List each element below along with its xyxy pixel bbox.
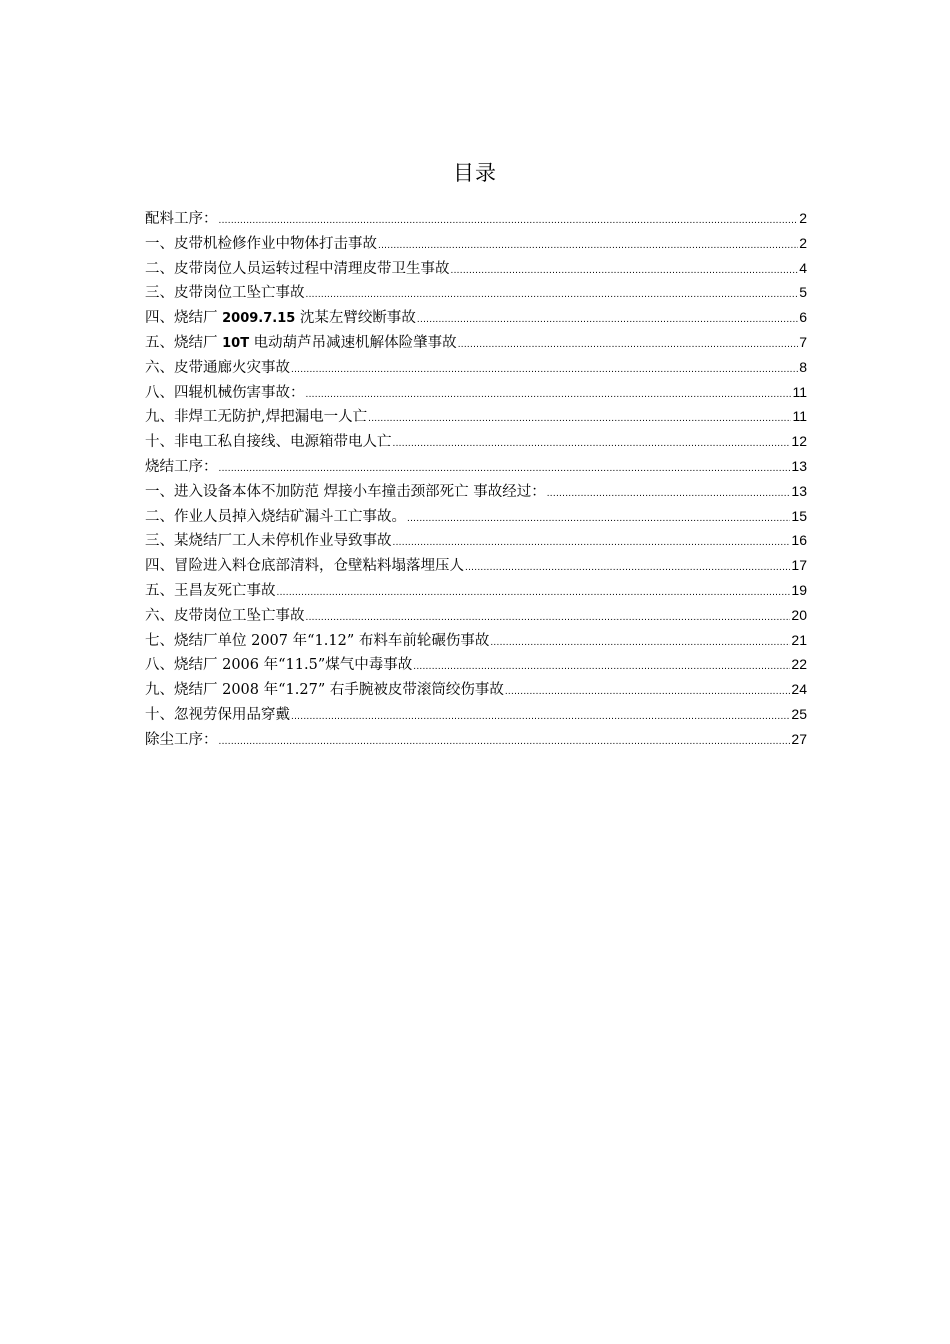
toc-dot-leader <box>413 655 790 677</box>
toc-entry[interactable] <box>145 280 807 305</box>
toc-entry[interactable] <box>145 727 807 752</box>
toc-entry-title: 四、烧结厂 2009.7.15 沈某左臂绞断事故 <box>145 310 416 327</box>
toc-page-number: 7 <box>799 333 807 350</box>
toc-page-number: 4 <box>799 259 807 276</box>
toc-dot-leader <box>219 209 799 231</box>
toc-dot-leader <box>417 308 798 330</box>
toc-entry[interactable] <box>145 652 807 677</box>
toc-dot-leader <box>465 556 790 578</box>
toc-entry-title: 除尘工序： <box>145 731 218 748</box>
toc-entry[interactable] <box>145 504 807 529</box>
toc-dot-leader <box>306 283 799 305</box>
toc-entry[interactable] <box>145 380 807 405</box>
toc-entry[interactable] <box>145 256 807 281</box>
toc-entry[interactable] <box>145 231 807 256</box>
toc-entry-title: 七、烧结厂单位 2007 年“1.12” 布料车前轮碾伤事故 <box>145 632 490 649</box>
toc-entry-title: 二、皮带岗位人员运转过程中清理皮带卫生事故 <box>145 260 450 277</box>
toc-entry-title: 二、作业人员掉入烧结矿漏斗工亡事故。 <box>145 508 406 525</box>
toc-dot-leader <box>368 407 791 429</box>
toc-dot-leader <box>407 507 790 529</box>
toc-entry[interactable] <box>145 479 807 504</box>
toc-page-number: 13 <box>791 482 807 499</box>
toc-entry[interactable] <box>145 206 807 231</box>
toc-page-number: 25 <box>791 705 807 722</box>
toc-dot-leader <box>378 234 798 256</box>
toc-entry-title: 十、忽视劳保用品穿戴 <box>145 706 290 723</box>
toc-entry-title: 一、进入设备本体不加防范 焊接小车撞击颈部死亡 事故经过： <box>145 483 546 500</box>
toc-dot-leader <box>490 631 790 653</box>
toc-page-number: 5 <box>799 284 807 301</box>
toc-dot-leader <box>306 606 791 628</box>
toc-entry[interactable] <box>145 628 807 653</box>
toc-page-number: 6 <box>799 309 807 326</box>
toc-entry-title: 八、烧结厂 2006 年“11.5”煤气中毒事故 <box>145 657 413 674</box>
toc-title: 目录 <box>453 161 497 185</box>
toc-page-number: 12 <box>791 433 807 450</box>
toc-dot-leader <box>291 705 790 727</box>
toc-entry-title: 三、某烧结厂工人未停机作业导致事故 <box>145 533 392 550</box>
toc-page-number: 19 <box>791 581 807 598</box>
toc-page-number: 11 <box>792 408 807 425</box>
toc-entry-title: 九、烧结厂 2008 年“1.27” 右手腕被皮带滚筒绞伤事故 <box>145 682 504 699</box>
toc-entry[interactable] <box>145 429 807 454</box>
toc-dot-leader <box>219 730 791 752</box>
toc-page-number: 2 <box>799 210 807 226</box>
toc-entry-title: 六、皮带岗位工坠亡事故 <box>145 607 305 624</box>
toc-dot-leader <box>277 581 791 603</box>
toc-entry[interactable] <box>145 454 807 479</box>
toc-entry-title: 六、皮带通廊火灾事故 <box>145 359 290 376</box>
toc-page-number: 16 <box>791 532 807 549</box>
toc-entry-title: 十、非电工私自接线、电源箱带电人亡 <box>145 434 392 451</box>
toc-entry[interactable] <box>145 603 807 628</box>
toc-dot-leader <box>505 680 791 702</box>
toc-page-number: 13 <box>791 457 807 474</box>
toc-entry[interactable] <box>145 528 807 553</box>
toc-entry-title: 九、非焊工无防护,焊把漏电一人亡 <box>145 409 368 426</box>
toc-entry[interactable] <box>145 330 807 355</box>
toc-entry[interactable] <box>145 404 807 429</box>
toc-entry-title: 五、烧结厂 10T 电动葫芦吊减速机解体险肇事故 <box>145 334 457 351</box>
toc-entry-title: 三、皮带岗位工坠亡事故 <box>145 285 305 302</box>
toc-page-number: 2 <box>799 234 807 251</box>
toc-dot-leader <box>547 482 791 504</box>
toc-entry-title: 四、冒险进入料仓底部清料，仓壁粘料塌落埋压人 <box>145 558 464 575</box>
toc-page-number: 11 <box>792 383 807 400</box>
toc-dot-leader <box>306 383 792 405</box>
toc-page-number: 15 <box>791 507 807 524</box>
toc-entry-title: 五、王昌友死亡事故 <box>145 582 276 599</box>
toc-page-number: 22 <box>791 656 807 673</box>
toc-dot-leader <box>393 432 791 454</box>
toc-entry[interactable] <box>145 677 807 702</box>
toc-page-number: 20 <box>791 606 807 623</box>
toc-dot-leader <box>219 457 791 479</box>
toc-dot-leader <box>393 531 791 553</box>
toc-page-number: 21 <box>791 631 807 648</box>
toc-entry[interactable] <box>145 702 807 727</box>
toc-dot-leader <box>458 333 799 355</box>
toc-dot-leader <box>451 259 799 281</box>
toc-entry-title: 一、皮带机检修作业中物体打击事故 <box>145 235 377 252</box>
toc-entry[interactable] <box>145 553 807 578</box>
toc-entry[interactable] <box>145 578 807 603</box>
toc-entry-title: 烧结工序： <box>145 458 218 475</box>
toc-page-number: 17 <box>791 557 807 574</box>
toc-page-number: 24 <box>791 681 807 698</box>
toc-entry[interactable] <box>145 305 807 330</box>
toc-page-number: 27 <box>791 730 807 747</box>
toc-dot-leader <box>291 358 798 380</box>
toc-entry-title: 配料工序： <box>145 211 218 227</box>
toc-entry-title: 八、四辊机械伤害事故： <box>145 384 305 401</box>
toc-entry[interactable] <box>145 355 807 380</box>
table-of-contents <box>145 206 807 752</box>
toc-page-number: 8 <box>799 358 807 375</box>
